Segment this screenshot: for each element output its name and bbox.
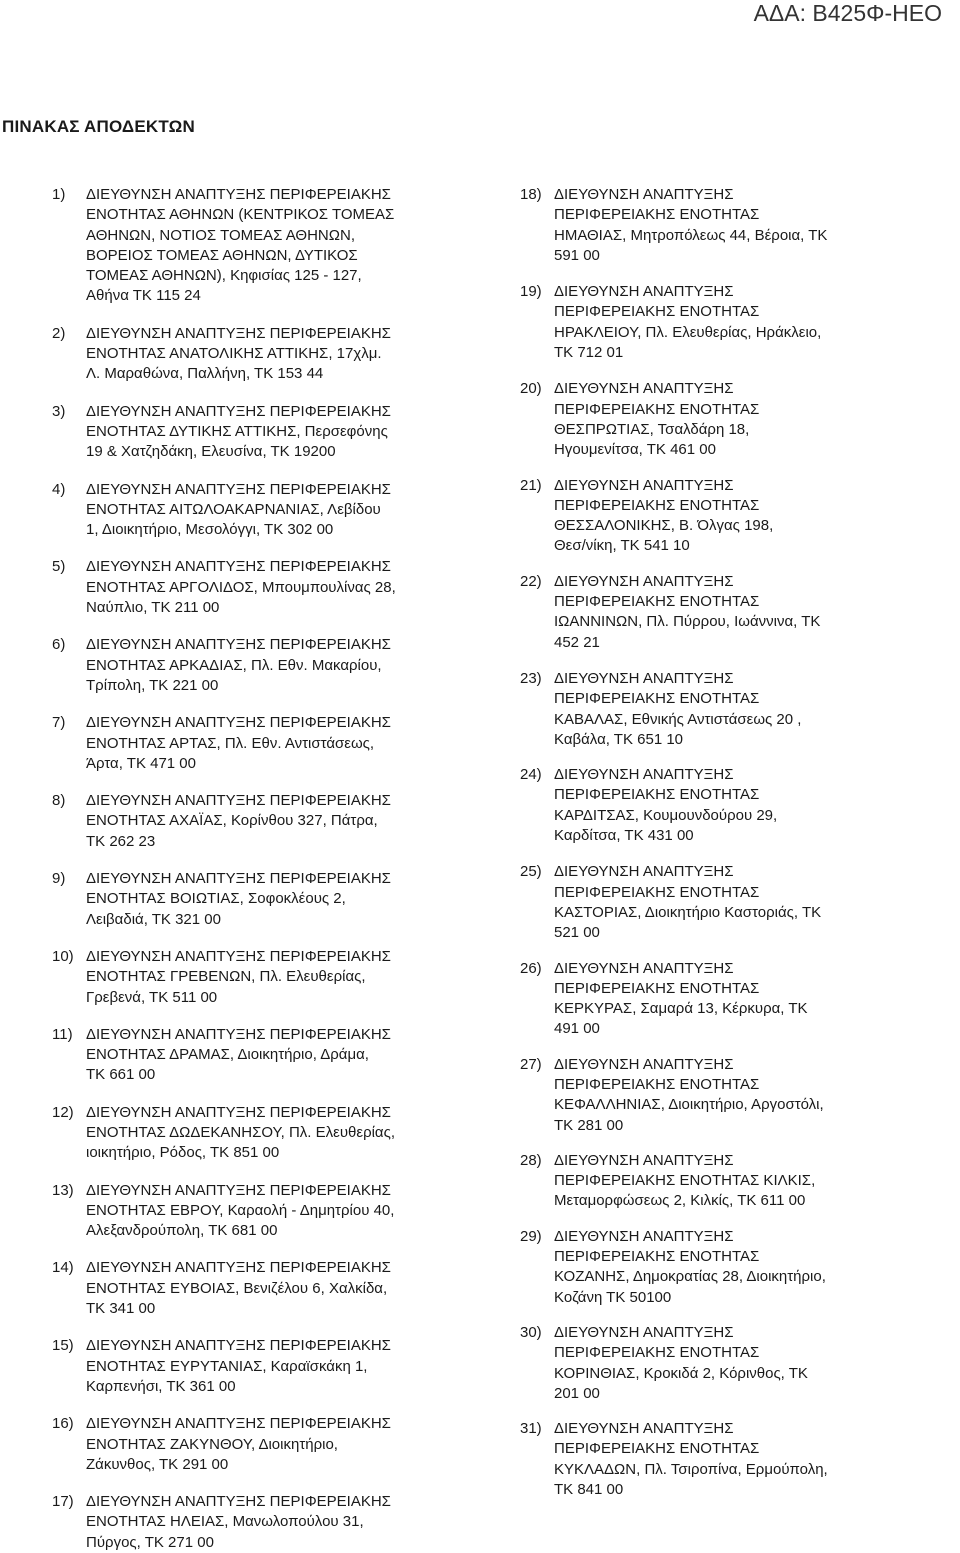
entry-line: 452 21 xyxy=(554,633,600,651)
entry-line: ΠΕΡΙΦΕΡΕΙΑΚΗΣ ΕΝΟΤΗΤΑΣ xyxy=(554,1075,760,1093)
entry-line: 491 00 xyxy=(554,1020,600,1038)
entry-line: ΔΙΕΥΘΥΝΣΗ ΑΝΑΠΤΥΞΗΣ ΠΕΡΙΦΕΡΕΙΑΚΗΣ xyxy=(86,1415,391,1433)
entry-text xyxy=(554,282,940,363)
entry-text xyxy=(86,1258,452,1319)
entry-line: ΔΙΕΥΘΥΝΣΗ ΑΝΑΠΤΥΞΗΣ xyxy=(554,1323,734,1341)
entry-number: 10) xyxy=(52,947,74,965)
entry-text xyxy=(86,1103,452,1164)
entry-line: ΒΟΡΕΙΟΣ ΤΟΜΕΑΣ ΑΘΗΝΩΝ, ΔΥΤΙΚΟΣ xyxy=(86,246,358,264)
entry-text xyxy=(86,713,452,774)
entry-line: Πύργος, ΤΚ 271 00 xyxy=(86,1533,214,1551)
entry-line: ΚΟΖΑΝΗΣ, Δημοκρατίας 28, Διοικητήριο, xyxy=(554,1268,826,1286)
entry-line: Μεταμορφώσεως 2, Κιλκίς, ΤΚ 611 00 xyxy=(554,1192,806,1210)
entry-text xyxy=(86,791,452,852)
recipient-entry xyxy=(520,669,940,750)
entry-line: ΔΙΕΥΘΥΝΣΗ ΑΝΑΠΤΥΞΗΣ ΠΕΡΙΦΕΡΕΙΑΚΗΣ xyxy=(86,870,391,888)
entry-line: ΠΕΡΙΦΕΡΕΙΑΚΗΣ ΕΝΟΤΗΤΑΣ ΚΙΛΚΙΣ, xyxy=(554,1172,816,1190)
entry-line: ΔΙΕΥΘΥΝΣΗ ΑΝΑΠΤΥΞΗΣ ΠΕΡΙΦΕΡΕΙΑΚΗΣ xyxy=(86,636,391,654)
entry-line: ΤΚ 712 01 xyxy=(554,344,624,362)
entry-number: 5) xyxy=(52,558,66,576)
entry-number: 31) xyxy=(520,1420,542,1438)
entry-line: ΔΙΕΥΘΥΝΣΗ ΑΝΑΠΤΥΞΗΣ xyxy=(554,959,734,977)
recipient-entry xyxy=(52,1258,452,1319)
entry-number: 13) xyxy=(52,1181,74,1199)
entry-line: ΚΑΒΑΛΑΣ, Εθνικής Αντιστάσεως 20 , xyxy=(554,710,802,728)
entry-line: ΠΕΡΙΦΕΡΕΙΑΚΗΣ ΕΝΟΤΗΤΑΣ xyxy=(554,593,760,611)
entry-text xyxy=(86,402,452,463)
entry-line: ΕΝΟΤΗΤΑΣ ΑΡΓΟΛΙΔΟΣ, Μπουμπουλίνας 28, xyxy=(86,578,396,596)
entry-line: Λειβαδιά, ΤΚ 321 00 xyxy=(86,910,221,928)
entry-number: 3) xyxy=(52,402,66,420)
recipient-entry xyxy=(52,947,452,1008)
entry-line: ΔΙΕΥΘΥΝΣΗ ΑΝΑΠΤΥΞΗΣ xyxy=(554,380,734,398)
entry-line: ΔΙΕΥΘΥΝΣΗ ΑΝΑΠΤΥΞΗΣ ΠΕΡΙΦΕΡΕΙΑΚΗΣ xyxy=(86,1337,391,1355)
entry-line: ΕΝΟΤΗΤΑΣ ΖΑΚΥΝΘΟΥ, Διοικητήριο, xyxy=(86,1435,338,1453)
entry-line: ΔΙΕΥΘΥΝΣΗ ΑΝΑΠΤΥΞΗΣ ΠΕΡΙΦΕΡΕΙΑΚΗΣ xyxy=(86,480,391,498)
entry-line: 521 00 xyxy=(554,924,600,942)
recipient-entry xyxy=(52,402,452,463)
recipient-entry xyxy=(520,959,940,1040)
recipient-entry xyxy=(52,1492,452,1553)
entry-line: Λ. Μαραθώνα, Παλλήνη, ΤΚ 153 44 xyxy=(86,365,324,383)
entry-line: ΘΕΣΠΡΩΤΙΑΣ, Τσαλδάρη 18, xyxy=(554,420,750,438)
entry-text xyxy=(554,1151,940,1212)
recipient-entry xyxy=(52,713,452,774)
entry-line: ΕΝΟΤΗΤΑΣ ΕΥΡΥΤΑΝΙΑΣ, Καραϊσκάκη 1, xyxy=(86,1357,368,1375)
entry-line: ΗΡΑΚΛΕΙΟΥ, Πλ. Ελευθερίας, Ηράκλειο, xyxy=(554,323,822,341)
entry-text xyxy=(86,869,452,930)
entry-line: 19 & Χατζηδάκη, Ελευσίνα, ΤΚ 19200 xyxy=(86,443,336,461)
entry-line: ΠΕΡΙΦΕΡΕΙΑΚΗΣ ΕΝΟΤΗΤΑΣ xyxy=(554,786,760,804)
entry-text xyxy=(86,1492,452,1553)
entry-number: 22) xyxy=(520,572,542,590)
recipient-entry xyxy=(520,476,940,557)
recipient-entry xyxy=(520,379,940,460)
entry-number: 23) xyxy=(520,669,542,687)
entry-text xyxy=(554,1419,940,1500)
entry-line: ΕΝΟΤΗΤΑΣ ΑΡΚΑΔΙΑΣ, Πλ. Εθν. Μακαρίου, xyxy=(86,656,382,674)
entry-line: ΔΙΕΥΘΥΝΣΗ ΑΝΑΠΤΥΞΗΣ xyxy=(554,186,734,203)
entry-text xyxy=(86,1336,452,1397)
entry-text xyxy=(554,669,940,750)
entry-line: ΕΝΟΤΗΤΑΣ ΓΡΕΒΕΝΩΝ, Πλ. Ελευθερίας, xyxy=(86,968,366,986)
recipients-right-column xyxy=(520,185,940,1500)
entry-line: ΕΝΟΤΗΤΑΣ ΑΧΑΪΑΣ, Κορίνθου 327, Πάτρα, xyxy=(86,812,378,830)
entry-line: Καρδίτσα, ΤΚ 431 00 xyxy=(554,827,694,845)
entry-number: 28) xyxy=(520,1151,542,1169)
entry-number: 18) xyxy=(520,186,542,203)
entry-line: ΔΙΕΥΘΥΝΣΗ ΑΝΑΠΤΥΞΗΣ ΠΕΡΙΦΕΡΕΙΑΚΗΣ xyxy=(86,186,391,203)
entry-line: ΕΝΟΤΗΤΑΣ ΔΡΑΜΑΣ, Διοικητήριο, Δράμα, xyxy=(86,1046,369,1064)
entry-line: Ζάκυνθος, ΤΚ 291 00 xyxy=(86,1455,229,1473)
entry-line: Καβάλα, ΤΚ 651 10 xyxy=(554,730,684,748)
entry-line: ΕΝΟΤΗΤΑΣ ΑΘΗΝΩΝ (ΚΕΝΤΡΙΚΟΣ ΤΟΜΕΑΣ xyxy=(86,206,395,224)
entry-number: 2) xyxy=(52,324,66,342)
ada-code: ΑΔΑ: Β425Φ-ΗΕΟ xyxy=(753,0,942,26)
entry-number: 8) xyxy=(52,792,66,810)
entry-line: ΙΩΑΝΝΙΝΩΝ, Πλ. Πύρρου, Ιωάννινα, ΤΚ xyxy=(554,613,821,631)
entry-line: ΕΝΟΤΗΤΑΣ ΗΛΕΙΑΣ, Μανωλοπούλου 31, xyxy=(86,1513,364,1531)
entry-line: ΤΚ 841 00 xyxy=(554,1481,624,1499)
entry-line: ΘΕΣΣΑΛΟΝΙΚΗΣ, Β. Όλγας 198, xyxy=(554,517,774,535)
recipient-entry xyxy=(520,1323,940,1404)
entry-line: ΔΙΕΥΘΥΝΣΗ ΑΝΑΠΤΥΞΗΣ ΠΕΡΙΦΕΡΕΙΑΚΗΣ xyxy=(86,1493,391,1511)
entry-line: Αλεξανδρούπολη, ΤΚ 681 00 xyxy=(86,1222,278,1240)
entry-line: ΔΙΕΥΘΥΝΣΗ ΑΝΑΠΤΥΞΗΣ xyxy=(554,283,734,301)
entry-number: 19) xyxy=(520,283,542,301)
entry-line: Θεσ/νίκη, ΤΚ 541 10 xyxy=(554,537,690,555)
recipients-left-column xyxy=(52,185,452,1553)
entry-line: ΔΙΕΥΘΥΝΣΗ ΑΝΑΠΤΥΞΗΣ xyxy=(554,476,734,494)
entry-line: Ηγουμενίτσα, ΤΚ 461 00 xyxy=(554,441,716,459)
entry-number: 1) xyxy=(52,186,66,203)
entry-line: ΔΙΕΥΘΥΝΣΗ ΑΝΑΠΤΥΞΗΣ ΠΕΡΙΦΕΡΕΙΑΚΗΣ xyxy=(86,558,391,576)
recipient-entry xyxy=(520,572,940,653)
entry-line: Γρεβενά, ΤΚ 511 00 xyxy=(86,988,218,1006)
entry-line: ΕΝΟΤΗΤΑΣ ΔΥΤΙΚΗΣ ΑΤΤΙΚΗΣ, Περσεφόνης xyxy=(86,422,388,440)
entry-line: ΔΙΕΥΘΥΝΣΗ ΑΝΑΠΤΥΞΗΣ xyxy=(554,1227,734,1245)
entry-line: 591 00 xyxy=(554,246,600,264)
entry-line: ΤΟΜΕΑΣ ΑΘΗΝΩΝ), Κηφισίας 125 - 127, xyxy=(86,267,362,285)
entry-line: ΕΝΟΤΗΤΑΣ ΑΝΑΤΟΛΙΚΗΣ ΑΤΤΙΚΗΣ, 17χλμ. xyxy=(86,345,382,363)
entry-text xyxy=(554,765,940,846)
recipient-entry xyxy=(520,282,940,363)
recipient-entry xyxy=(520,1055,940,1136)
entry-number: 11) xyxy=(52,1025,73,1043)
entry-line: ΚΥΚΛΑΔΩΝ, Πλ. Τσιροπίνα, Ερμούπολη, xyxy=(554,1460,828,1478)
recipient-entry xyxy=(52,1181,452,1242)
recipient-entry xyxy=(52,324,452,385)
entry-number: 14) xyxy=(52,1259,74,1277)
entry-number: 6) xyxy=(52,636,66,654)
entry-line: ΔΙΕΥΘΥΝΣΗ ΑΝΑΠΤΥΞΗΣ xyxy=(554,1420,734,1438)
entry-line: ιοικητήριο, Ρόδος, ΤΚ 851 00 xyxy=(86,1144,280,1162)
entry-number: 25) xyxy=(520,863,542,881)
entry-number: 29) xyxy=(520,1227,542,1245)
entry-text xyxy=(86,1025,452,1086)
entry-line: ΠΕΡΙΦΕΡΕΙΑΚΗΣ ΕΝΟΤΗΤΑΣ xyxy=(554,206,760,224)
entry-line: ΕΝΟΤΗΤΑΣ ΕΒΡΟΥ, Καραολή - Δημητρίου 40, xyxy=(86,1201,395,1219)
entry-line: ΔΙΕΥΘΥΝΣΗ ΑΝΑΠΤΥΞΗΣ xyxy=(554,1151,734,1169)
entry-line: ΠΕΡΙΦΕΡΕΙΑΚΗΣ ΕΝΟΤΗΤΑΣ xyxy=(554,496,760,514)
entry-number: 7) xyxy=(52,714,66,732)
entry-line: 1, Διοικητήριο, Μεσολόγγι, ΤΚ 302 00 xyxy=(86,521,334,539)
recipient-entry xyxy=(52,791,452,852)
entry-line: ΗΜΑΘΙΑΣ, Μητροπόλεως 44, Βέροια, ΤΚ xyxy=(554,226,828,244)
entry-line: Άρτα, ΤΚ 471 00 xyxy=(86,754,196,772)
entry-line: Τρίπολη, ΤΚ 221 00 xyxy=(86,676,219,694)
entry-number: 26) xyxy=(520,959,542,977)
entry-line: ΤΚ 341 00 xyxy=(86,1300,156,1318)
entry-text xyxy=(86,1181,452,1242)
entry-line: 201 00 xyxy=(554,1384,600,1402)
entry-line: ΠΕΡΙΦΕΡΕΙΑΚΗΣ ΕΝΟΤΗΤΑΣ xyxy=(554,1440,760,1458)
entry-line: ΕΝΟΤΗΤΑΣ ΕΥΒΟΙΑΣ, Βενιζέλου 6, Χαλκίδα, xyxy=(86,1279,388,1297)
recipient-entry xyxy=(52,1103,452,1164)
recipient-entry xyxy=(52,1025,452,1086)
entry-number: 9) xyxy=(52,870,66,888)
entry-line: ΕΝΟΤΗΤΑΣ ΑΙΤΩΛΟΑΚΑΡΝΑΝΙΑΣ, Λεβίδου xyxy=(86,500,381,518)
entry-line: ΔΙΕΥΘΥΝΣΗ ΑΝΑΠΤΥΞΗΣ ΠΕΡΙΦΕΡΕΙΑΚΗΣ xyxy=(86,1181,391,1199)
recipient-entry xyxy=(520,1419,940,1500)
entry-line: ΤΚ 661 00 xyxy=(86,1066,156,1084)
entry-line: ΔΙΕΥΘΥΝΣΗ ΑΝΑΠΤΥΞΗΣ xyxy=(554,572,734,590)
entry-line: ΔΙΕΥΘΥΝΣΗ ΑΝΑΠΤΥΞΗΣ ΠΕΡΙΦΕΡΕΙΑΚΗΣ xyxy=(86,792,391,810)
recipient-entry xyxy=(52,557,452,618)
entry-text xyxy=(554,572,940,653)
entry-line: ΠΕΡΙΦΕΡΕΙΑΚΗΣ ΕΝΟΤΗΤΑΣ xyxy=(554,1344,760,1362)
entry-line: ΔΙΕΥΘΥΝΣΗ ΑΝΑΠΤΥΞΗΣ ΠΕΡΙΦΕΡΕΙΑΚΗΣ xyxy=(86,1025,391,1043)
entry-line: ΔΙΕΥΘΥΝΣΗ ΑΝΑΠΤΥΞΗΣ ΠΕΡΙΦΕΡΕΙΑΚΗΣ xyxy=(86,947,391,965)
entry-text xyxy=(554,185,940,266)
recipient-entry xyxy=(520,862,940,943)
entry-line: ΠΕΡΙΦΕΡΕΙΑΚΗΣ ΕΝΟΤΗΤΑΣ xyxy=(554,400,760,418)
entry-text xyxy=(86,185,452,307)
entry-text xyxy=(86,1414,452,1475)
recipient-entry xyxy=(520,765,940,846)
entry-number: 12) xyxy=(52,1103,74,1121)
entry-line: ΔΙΕΥΘΥΝΣΗ ΑΝΑΠΤΥΞΗΣ ΠΕΡΙΦΕΡΕΙΑΚΗΣ xyxy=(86,1103,391,1121)
entry-line: ΔΙΕΥΘΥΝΣΗ ΑΝΑΠΤΥΞΗΣ ΠΕΡΙΦΕΡΕΙΑΚΗΣ xyxy=(86,1259,391,1277)
recipient-entry xyxy=(52,635,452,696)
entry-text xyxy=(86,557,452,618)
entry-line: Ναύπλιο, ΤΚ 211 00 xyxy=(86,599,220,617)
entry-line: ΔΙΕΥΘΥΝΣΗ ΑΝΑΠΤΥΞΗΣ xyxy=(554,766,734,784)
recipient-entry xyxy=(52,185,452,307)
entry-line: ΕΝΟΤΗΤΑΣ ΔΩΔΕΚΑΝΗΣΟΥ, Πλ. Ελευθερίας, xyxy=(86,1123,396,1141)
recipient-entry xyxy=(520,185,940,266)
entry-line: ΔΙΕΥΘΥΝΣΗ ΑΝΑΠΤΥΞΗΣ ΠΕΡΙΦΕΡΕΙΑΚΗΣ xyxy=(86,714,391,732)
recipient-entry xyxy=(52,869,452,930)
recipient-entry xyxy=(52,1336,452,1397)
entry-line: Αθήνα ΤΚ 115 24 xyxy=(86,287,201,305)
entry-line: ΚΕΦΑΛΛΗΝΙΑΣ, Διοικητήριο, Αργοστόλι, xyxy=(554,1096,824,1114)
entry-number: 4) xyxy=(52,480,66,498)
entry-line: ΠΕΡΙΦΕΡΕΙΑΚΗΣ ΕΝΟΤΗΤΑΣ xyxy=(554,303,760,321)
entry-number: 21) xyxy=(520,476,542,494)
entry-text xyxy=(86,324,452,385)
entry-line: ΤΚ 281 00 xyxy=(554,1116,624,1134)
entry-text xyxy=(86,635,452,696)
entry-text xyxy=(554,1055,940,1136)
recipient-entry xyxy=(52,480,452,541)
entry-line: ΚΑΣΤΟΡΙΑΣ, Διοικητήριο Καστοριάς, ΤΚ xyxy=(554,903,822,921)
entry-text xyxy=(554,476,940,557)
entry-line: Καρπενήσι, ΤΚ 361 00 xyxy=(86,1377,236,1395)
entry-line: ΠΕΡΙΦΕΡΕΙΑΚΗΣ ΕΝΟΤΗΤΑΣ xyxy=(554,1248,760,1266)
entry-line: ΔΙΕΥΘΥΝΣΗ ΑΝΑΠΤΥΞΗΣ ΠΕΡΙΦΕΡΕΙΑΚΗΣ xyxy=(86,402,391,420)
entry-line: ΔΙΕΥΘΥΝΣΗ ΑΝΑΠΤΥΞΗΣ ΠΕΡΙΦΕΡΕΙΑΚΗΣ xyxy=(86,324,391,342)
entry-line: ΕΝΟΤΗΤΑΣ ΑΡΤΑΣ, Πλ. Εθν. Αντιστάσεως, xyxy=(86,734,375,752)
recipient-entry xyxy=(520,1151,940,1212)
entry-line: ΤΚ 262 23 xyxy=(86,832,156,850)
entry-line: ΕΝΟΤΗΤΑΣ ΒΟΙΩΤΙΑΣ, Σοφοκλέους 2, xyxy=(86,890,346,908)
entry-number: 17) xyxy=(52,1493,74,1511)
entry-number: 15) xyxy=(52,1337,74,1355)
entry-number: 20) xyxy=(520,380,542,398)
entry-line: ΑΘΗΝΩΝ, ΝΟΤΙΟΣ ΤΟΜΕΑΣ ΑΘΗΝΩΝ, xyxy=(86,226,355,244)
entry-line: ΠΕΡΙΦΕΡΕΙΑΚΗΣ ΕΝΟΤΗΤΑΣ xyxy=(554,979,760,997)
entry-line: ΚΑΡΔΙΤΣΑΣ, Κουμουνδούρου 29, xyxy=(554,806,778,824)
recipient-entry xyxy=(52,1414,452,1475)
entry-text xyxy=(554,1227,940,1308)
entry-line: ΚΟΡΙΝΘΙΑΣ, Κροκιδά 2, Κόρινθος, ΤΚ xyxy=(554,1364,808,1382)
entry-text xyxy=(554,1323,940,1404)
entry-line: ΔΙΕΥΘΥΝΣΗ ΑΝΑΠΤΥΞΗΣ xyxy=(554,1055,734,1073)
entry-line: Κοζάνη ΤΚ 50100 xyxy=(554,1288,672,1306)
entry-text xyxy=(554,862,940,943)
entry-line: ΠΕΡΙΦΕΡΕΙΑΚΗΣ ΕΝΟΤΗΤΑΣ xyxy=(554,690,760,708)
entry-text xyxy=(554,379,940,460)
recipient-entry xyxy=(520,1227,940,1308)
entry-number: 24) xyxy=(520,766,542,784)
entry-line: ΔΙΕΥΘΥΝΣΗ ΑΝΑΠΤΥΞΗΣ xyxy=(554,863,734,881)
entry-text xyxy=(86,947,452,1008)
entry-number: 16) xyxy=(52,1415,74,1433)
entry-number: 30) xyxy=(520,1323,542,1341)
document-title: ΠΙΝΑΚΑΣ ΑΠΟΔΕΚΤΩΝ xyxy=(2,117,195,136)
entry-line: ΚΕΡΚΥΡΑΣ, Σαμαρά 13, Κέρκυρα, ΤΚ xyxy=(554,1000,808,1018)
entry-number: 27) xyxy=(520,1055,542,1073)
entry-text xyxy=(86,480,452,541)
entry-line: ΠΕΡΙΦΕΡΕΙΑΚΗΣ ΕΝΟΤΗΤΑΣ xyxy=(554,883,760,901)
entry-line: ΔΙΕΥΘΥΝΣΗ ΑΝΑΠΤΥΞΗΣ xyxy=(554,669,734,687)
entry-text xyxy=(554,959,940,1040)
